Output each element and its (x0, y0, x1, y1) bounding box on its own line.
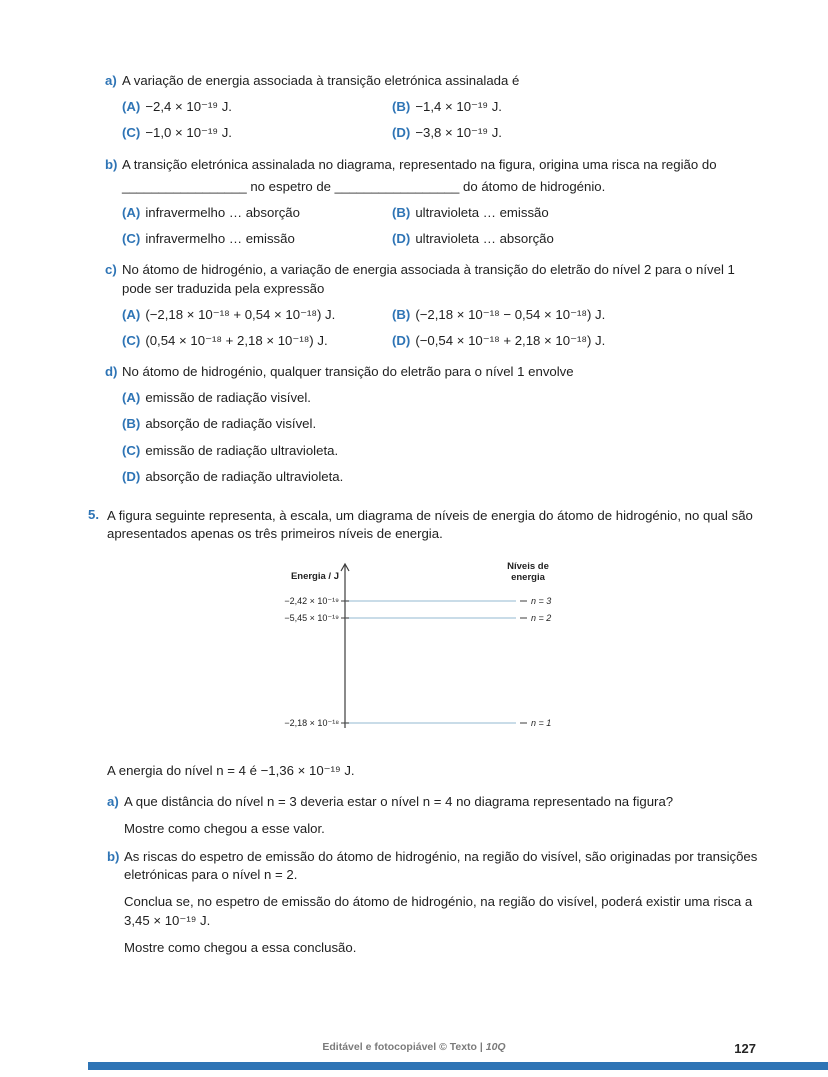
option-label: (D) (392, 125, 411, 141)
option (122, 389, 760, 406)
question-part-a (105, 72, 760, 142)
option-label: (D) (392, 231, 411, 247)
part-label: b) (107, 848, 120, 864)
option-label: (B) (392, 306, 411, 322)
option (392, 98, 760, 115)
option (122, 204, 392, 221)
option-label: (A) (122, 204, 141, 220)
option-text: ultravioleta … emissão (415, 204, 549, 220)
option-label: (A) (122, 306, 141, 322)
part-text: A variação de energia associada à transição eletrónica assinalada é (122, 73, 520, 88)
option-text: absorção de radiação ultravioleta. (145, 468, 344, 484)
part-label: a) (107, 793, 119, 809)
question-number: 5. (88, 506, 99, 522)
footer-credit (0, 1041, 828, 1053)
option (122, 332, 392, 349)
energy-value-n2: −5,45 × 10⁻¹⁹ (284, 613, 339, 624)
options-a (122, 98, 760, 141)
option (392, 124, 760, 141)
option (392, 204, 760, 221)
energy-level-diagram (278, 557, 760, 752)
option-label: (C) (122, 231, 141, 247)
diagram-right-header-line2: energia (511, 572, 545, 584)
option-text: −2,4 × 10⁻¹⁹ J. (145, 99, 232, 115)
footer-accent-bar (88, 1062, 828, 1070)
question-intro: A figura seguinte representa, à escala, um diagrama de níveis de energia do átomo de hidrogénio, no qual são apresentados apenas os três primeiros níveis de energia. (107, 507, 753, 542)
option-label: (B) (392, 204, 411, 220)
option-text: emissão de radiação ultravioleta. (145, 442, 339, 458)
option-text: infravermelho … absorção (145, 204, 300, 220)
option-text: (−0,54 × 10⁻¹⁸ + 2,18 × 10⁻¹⁸) J. (415, 332, 606, 348)
option-label: (C) (122, 442, 141, 458)
option (122, 230, 392, 247)
option-text: (−2,18 × 10⁻¹⁸ + 0,54 × 10⁻¹⁸) J. (145, 306, 336, 322)
credit-book-code: 10Q (485, 1041, 506, 1053)
option (392, 230, 760, 247)
option-label: (B) (122, 416, 141, 432)
option-label: (C) (122, 332, 141, 348)
option-label: (C) (122, 125, 141, 141)
options-d (122, 389, 760, 485)
diagram-axis-label: Energia / J (290, 571, 339, 583)
energy-n4-statement: A energia do nível n = 4 é −1,36 × 10⁻¹⁹ J. (107, 763, 355, 779)
question-5b (107, 848, 760, 957)
part-text: A que distância do nível n = 3 deveria estar o nível n = 4 no diagrama representado na figura? (124, 793, 674, 809)
part-note: Mostre como chegou a essa conclusão. (124, 939, 357, 955)
option-text: emissão de radiação visível. (145, 390, 311, 406)
level-label-n2: n = 2 (531, 613, 552, 624)
option-label: (B) (392, 99, 411, 115)
energy-value-n3: −2,42 × 10⁻¹⁹ (284, 596, 339, 607)
option-text: absorção de radiação visível. (145, 416, 317, 432)
page-number: 127 (734, 1041, 756, 1056)
option-text: −1,0 × 10⁻¹⁹ J. (145, 125, 232, 141)
option (122, 468, 760, 485)
part-label: c) (105, 262, 117, 278)
credit-text: Editável e fotocopiável © Texto | (322, 1041, 486, 1053)
part-text: No átomo de hidrogénio, a variação de energia associada à transição do eletrão do nível 2 para o nível 1 pode ser traduzida pela expressão (122, 262, 735, 296)
option (122, 124, 392, 141)
option (122, 442, 760, 459)
energy-value-n1: −2,18 × 10⁻¹⁸ (284, 718, 339, 729)
part-text: A transição eletrónica assinalada no diagrama, representado na figura, origina uma risca na região do (122, 156, 717, 172)
option-text: −1,4 × 10⁻¹⁹ J. (415, 99, 502, 115)
part-label: d) (105, 364, 118, 380)
part-label: b) (105, 156, 118, 172)
option (122, 98, 392, 115)
level-label-n3: n = 3 (531, 596, 552, 607)
part-text: No átomo de hidrogénio, qualquer transição do eletrão para o nível 1 envolve (122, 364, 574, 380)
part-label: a) (105, 73, 117, 88)
part-text: As riscas do espetro de emissão do átomo de hidrogénio, na região do visível, são originadas por transições eletrónicas para o nível n = 2. (124, 848, 758, 883)
option (122, 306, 392, 323)
option (392, 332, 760, 349)
question-5 (88, 507, 760, 957)
option-label: (D) (392, 332, 411, 348)
option-text: (−2,18 × 10⁻¹⁸ − 0,54 × 10⁻¹⁸) J. (415, 306, 606, 322)
option-label: (D) (122, 468, 141, 484)
option-label: (A) (122, 390, 141, 406)
option (122, 415, 760, 432)
option-text: −3,8 × 10⁻¹⁹ J. (415, 125, 502, 141)
page-footer (0, 1021, 828, 1077)
question-part-c (105, 261, 760, 349)
option (392, 306, 760, 323)
part-text-blanks: _________________ no espetro de _________________ do átomo de hidrogénio. (122, 178, 606, 194)
question-part-d (105, 363, 760, 485)
option-label: (A) (122, 99, 141, 115)
question-5a (107, 793, 760, 838)
part-text-2: Conclua se, no espetro de emissão do átomo de hidrogénio, na região do visível, poderá existir uma risca a 3,45 × 10⁻¹⁹ J. (124, 894, 753, 928)
option-text: ultravioleta … absorção (415, 231, 554, 247)
options-c (122, 306, 760, 349)
diagram-right-header-line1: Níveis de (507, 561, 549, 573)
question-part-b (105, 156, 760, 248)
level-label-n1: n = 1 (531, 718, 552, 729)
option-text: infravermelho … emissão (145, 231, 295, 247)
part-note: Mostre como chegou a esse valor. (124, 820, 325, 836)
option-text: (0,54 × 10⁻¹⁸ + 2,18 × 10⁻¹⁸) J. (145, 332, 328, 348)
options-b (122, 204, 760, 247)
